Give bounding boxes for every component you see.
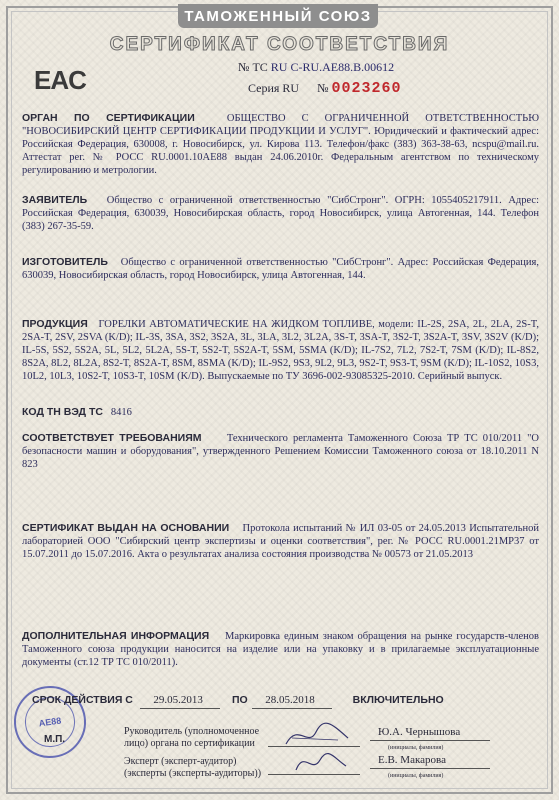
tn-ved-label: КОД ТН ВЭД ТС (22, 406, 103, 418)
validity-period (32, 694, 444, 706)
compliance-section (22, 432, 539, 471)
series-value: RU (282, 81, 300, 95)
certificate-title: СЕРТИФИКАТ СООТВЕТСТВИЯ (109, 34, 450, 55)
expert-signature-line (268, 774, 360, 775)
manufacturer-label: ИЗГОТОВИТЕЛЬ (22, 256, 108, 268)
expert-name: Е.В. Макарова (378, 754, 446, 766)
basis-section (22, 522, 539, 561)
applicant-text: Общество с ограниченной ответственностью "СибСтронг". ОГРН: 1055405217911. Адрес: Российская Федерация, 630039, Новосибирская область, город Новосибирск, улица Автогенная, 144. Телефон (383) 267-35-59. (22, 195, 539, 232)
head-signature-line (268, 746, 360, 747)
tn-ved-value: 8416 (110, 407, 132, 418)
head-name: Ю.А. Чернышова (378, 726, 461, 738)
validity-from-underline (140, 708, 220, 709)
applicant-section (22, 194, 539, 233)
tn-ved-section (22, 406, 539, 419)
head-name-caption: (инициалы, фамилия) (388, 745, 444, 751)
serial-number: 0023260 (331, 80, 402, 97)
stamp-center: АЕ88 (22, 694, 78, 750)
serial-label: № (317, 81, 329, 95)
number-value: RU C-RU.AE88.B.00612 (270, 60, 395, 74)
manufacturer-text: Общество с ограниченной ответственностью "СибСтронг". Адрес: Российская Федерация, 630039, Новосибирская область, город Новосибирск, улица Автогенная, 144. (22, 257, 539, 281)
expert-caption-line-2: (эксперты (эксперты-аудиторы)) (124, 768, 262, 779)
additional-info-text: Маркировка единым знаком обращения на рынке государств-членов Таможенного союза продукции наносится на изделие или на упаковку и в прилагаемые эксплуатационные документы (ст.12 ТР ТС 010/2011). (22, 631, 540, 668)
product-text: ГОРЕЛКИ АВТОМАТИЧЕСКИЕ НА ЖИДКОМ ТОПЛИВЕ, модели: IL-2S, 2SA, 2L, 2LA, 2S-T, 2SA-T, 2SV, 2SVA (K/D); IL-3S, 3SA, 3S2, 3S2A, 3L, 3LA, 3L2, 3L2A, 3S-T, 3SA-T, 3S2-T, 3S2A-T, 3SV, 3S2V (K/D); IL-5S, 5S2, 5S2A, 5L, 5L2, 5L2A, 5S-T, 5S2-T, 5S2A-T, 5SM, 5SMA (K/D); IL-7S2, 7L2, 7S2-T, 7SM (K/D); IL-8S2, 8S2A, 8L2, 8L2A, 8S2-T, 8S2A-T, 8SM, 8SMA (K/D); IL-9S2, 9S3, 9L2, 9L3, 9S2-T, 9S3-T, 9SM (K/D); IL-10S2, 10S3, 10L2, 10L3, 10S2-T, 10S3-T, 10SM (K/D). Выпускаемые по ТУ 3696-002-93085325-2010. Серийный выпуск. (22, 319, 539, 382)
certification-body-text: ОБЩЕСТВО С ОГРАНИЧЕННОЙ ОТВЕТСТВЕННОСТЬЮ "НОВОСИБИРСКИЙ ЦЕНТР СЕРТИФИКАЦИИ ПРОДУКЦИИ И УСЛУГ". Юридический и фактический адрес: Российская Федерация, 630008, г. Новосибирск, ул. Кирова 113. Телефон/факс (383) 363-38-63, ncspu@mail.ru. Аттестат рег. № РОСС RU.0001.10AE88 выдан 24.06.2010г. Федеральным агентством по техническому регулированию и метрологии. (22, 113, 539, 176)
eac-mark: EAC (34, 65, 86, 95)
series-line (248, 80, 402, 97)
validity-inclusive: ВКЛЮЧИТЕЛЬНО (352, 694, 444, 706)
head-name-line (370, 740, 490, 741)
compliance-text: Технического регламента Таможенного Союза ТР ТС 010/2011 "О безопасности машин и оборудования", утвержденного Решением Комиссии Таможенного союза от 18.10.2011 N 823 (22, 433, 540, 470)
product-section (22, 318, 539, 383)
compliance-label: СООТВЕТСТВУЕТ ТРЕБОВАНИЯМ (22, 432, 202, 444)
stamp-place-label: М.П. (44, 734, 66, 745)
expert-name-line (370, 768, 490, 769)
additional-info-label: ДОПОЛНИТЕЛЬНАЯ ИНФОРМАЦИЯ (22, 630, 210, 642)
expert-name-caption: (инициалы, фамилия) (388, 773, 444, 779)
applicant-label: ЗАЯВИТЕЛЬ (22, 194, 88, 206)
customs-union-label: ТАМОЖЕННЫЙ СОЮЗ (184, 7, 372, 25)
validity-from-label: СРОК ДЕЙСТВИЯ С (32, 694, 133, 706)
validity-to-underline (252, 708, 332, 709)
series-label: Серия (248, 81, 280, 95)
head-caption (124, 726, 259, 750)
expert-caption (124, 756, 261, 780)
product-label: ПРОДУКЦИЯ (22, 318, 88, 330)
number-label: № ТС (238, 60, 268, 74)
manufacturer-section (22, 256, 539, 282)
basis-text: Протокола испытаний № ИЛ 03-05 от 24.05.2013 Испытательной лабораторией ООО "Сибирский центр экспертизы и оценки соответствия", рег. № РОСС RU.0001.21МР37 от 15.07.2011 до 15.07.2016. Акта о результатах анализа состояния производства № 00573 от 21.05.2013 (22, 523, 539, 560)
expert-caption-line-1: Эксперт (эксперт-аудитор) (124, 756, 237, 767)
head-caption-line-1: Руководитель (уполномоченное (124, 726, 260, 737)
validity-to-label: ПО (232, 694, 248, 706)
certificate-number (238, 60, 394, 75)
certification-body-label: ОРГАН ПО СЕРТИФИКАЦИИ (22, 112, 195, 124)
validity-to-date: 28.05.2018 (265, 694, 315, 706)
validity-from-date: 29.05.2013 (153, 694, 203, 706)
head-caption-line-2: лицо) органа по сертификации (124, 738, 255, 749)
basis-label: СЕРТИФИКАТ ВЫДАН НА ОСНОВАНИИ (22, 522, 230, 534)
additional-info-section (22, 630, 539, 669)
customs-union-banner (178, 4, 378, 28)
certification-body-section (22, 112, 539, 177)
